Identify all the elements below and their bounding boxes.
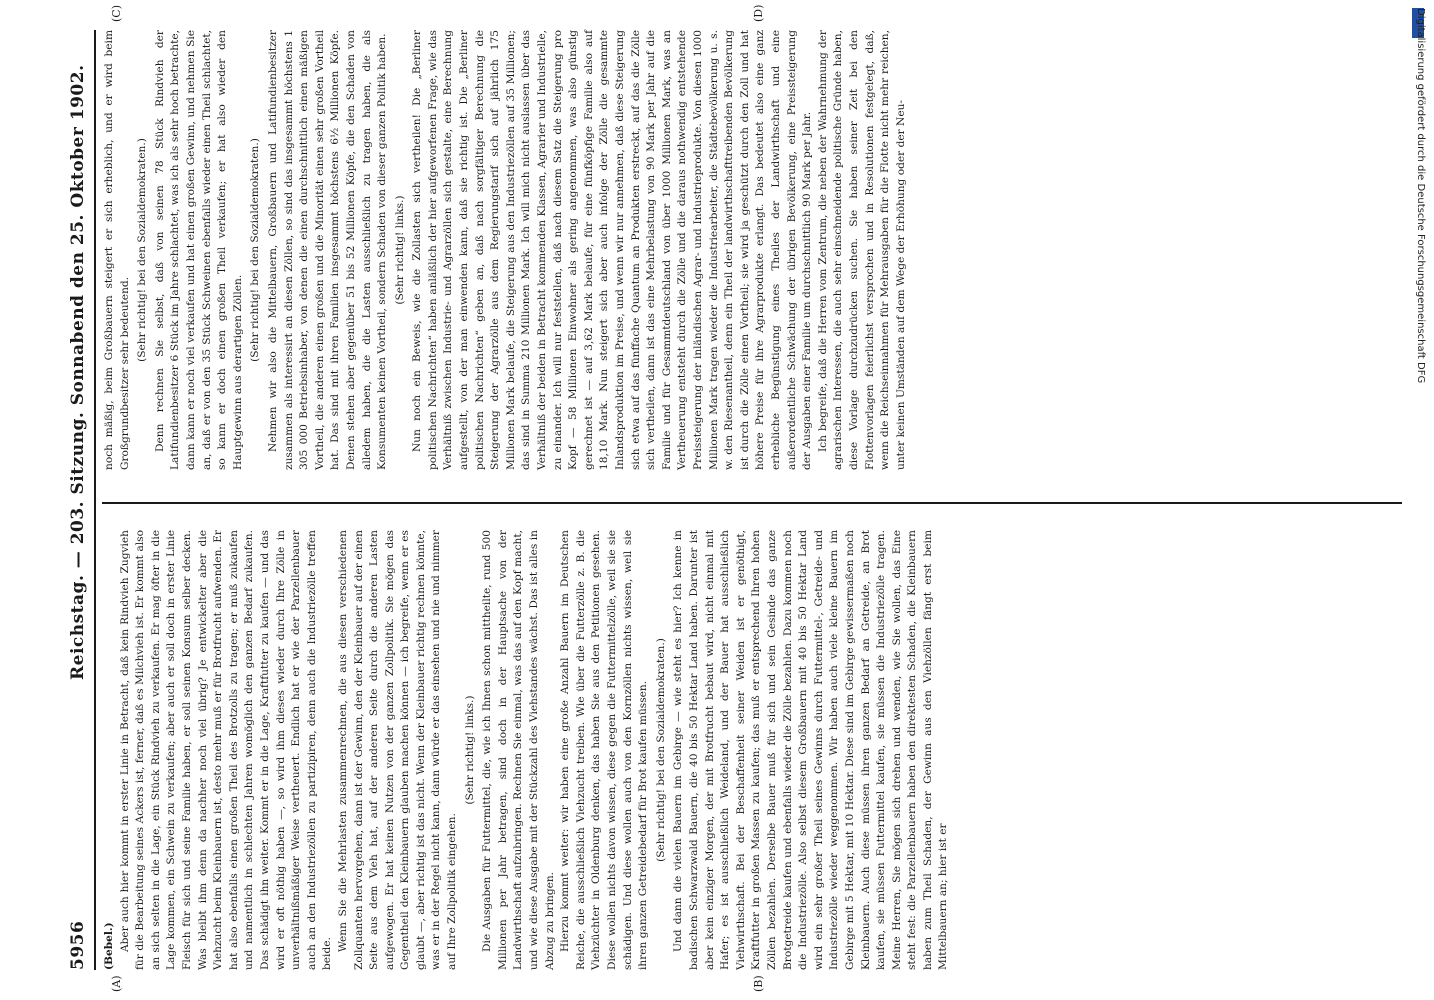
interjection: (Sehr richtig! links.) [463, 695, 476, 805]
right-paragraph: Nun noch ein Beweis, wie die Zollasten sich vertheilen! Die „Berliner politischen Nachrichten“ haben anläßlich der hier aufgeworfenen Frage, wie das Verhältniß zwischen Industrie- und Agrarzöllen sich gestalte, eine Berechnung aufgestellt, von der man einwenden kann, daß sie richtig ist. Die „Berliner politischen Nachrichten“ geben an, daß nach sorgfältiger Berechnung die Steigerung der Agrarzölle aus dem Regierungstarif sich auf jährlich 175 Millionen Mark belaufe, die Steigerung aus den Industriezöllen auf 35 Millionen; das sind in Summa 210 Millionen Mark. Ich will mich nicht auslassen über das Verhältniß der beiden in Betracht kommenden Klassen, Agrarier und Industrielle, zu einander. Ich will nur feststellen, daß nach diesem Satz die Steigerung pro Kopf — 58 Millionen Einwohner als gering angenommen, was also günstig gerechnet ist — auf 3,62 Mark belaufe, für eine fünfköpfige Familie also auf 18,10 Mark. Nun steigert sich aber auch infolge der Zölle die gesammte Inlandsproduktion im Preise, und wenn wir nur annehmen, daß diese Steigerung sich etwa auf das fünffache Quantum an Produkten erstreckt, auf das die Zölle sich vertheilen, dann ist das eine Mehrbelastung von 90 Mark per Jahr auf die Familie und für Gesammtdeutschland von über 1000 Millionen Mark, was an Vertheuerung entsteht durch die Zölle und die daraus nothwendig entstehende Preissteigerung der inländischen Agrar- und Industrieprodukte. Von diesen 1000 Millionen Mark tragen wieder die Industriearbeiter, die Städtebevölkerung u. s. w. den Riesenantheil, denn ein Theil der landwirthschafttreibenden Bevölkerung ist durch die Zölle einen Vortheil; sie wird ja geschützt durch den Zoll und hat höhere Preise für ihre Agrarprodukte erlangt. Das bedeutet also eine ganz erhebliche Begünstigung eines Theiles der Landwirthschaft und eine außerordentliche Schwächung der übrigen Bevölkerung, eine Preissteigerung der Ausgaben einer Familie um durchschnittlich 90 Mark per Jahr. [411, 29, 814, 470]
watermark-logo-label: DFG [1415, 362, 1426, 384]
header-rule [94, 30, 96, 970]
interjection: (Sehr richtig! bei den Sozialdemokraten.) [654, 638, 667, 862]
left-paragraph: Aber auch hier kommt in erster Linie in Betracht, daß kein Rindvieh Zugvieh für die Bearbeitung seines Ackers ist, ferner, daß es Milchvieh ist. Er kommt also an sich selten in die Lage, ein Stück Rindvieh zu verkaufen. Er mag öfter in die Lage kommen, ein Schwein zu verkaufen; aber auch er soll doch in erster Linie Fleisch für sich und seine Familie haben, er soll seinen Konsum selber decken. Was bleibt ihm denn da nachher noch viel übrig? Je entwickelter aber die Viehzucht beim Kleinbauern ist, desto mehr muß er für Brotfrucht aufwenden. Er hat also ebenfalls einen großen Theil des Brotzolls zu tragen; er muß zukaufen und namentlich in schlechten Jahren womöglich den ganzen Bedarf zukaufen. Das schädigt ihn weiter. Kommt er in die Lage, Kraftfutter zu kaufen — und das wird er oft nöthig haben —, so wird ihm dieses wieder durch Ihre Zölle in unverhältnißmäßiger Weise vertheuert. Endlich hat er wie der Parzellenbauer auch an den Industriezöllen zu partizipiren, denn auch die Industriezölle treffen beide. [118, 530, 334, 970]
rotated-newspaper-page [62, 0, 1432, 1000]
right-paragraph: Nehmen wir also die Mittelbauern, Großbauern und Latifundienbesitzer zusammen als interessirt an diesen Zöllen, so sind das insgesammt höchstens 1 305 000 Betriebsinhaber, von denen die einen durchschnittlich einen mäßigen Vortheil, die anderen einen großen und die Minorität einen sehr großen Vortheil hat. Das sind mit ihren Familien insgesammt höchstens 6½ Millionen Köpfe. Denen stehen aber gegenüber 51 bis 52 Millionen Köpfe, die den Schaden von alledem haben, die die Lasten ausschließlich zu tragen haben, die als Konsumenten keinen Vortheil, sondern Schaden von dieser ganzen Politik haben. [266, 30, 389, 470]
page-header [62, 30, 96, 970]
left-paragraph: Und dann die vielen Bauern im Gebirge — wie steht es hier? Ich kenne in badischen Schwarzwald Bauern, die 40 bis 50 Hektar Land haben. Darunter ist aber kein einziger Morgen, der mit Brotfrucht bebaut wird, nicht einmal mit Hafer; es ist ausschließlich Weideland, und der Bauer hat ausschließlich Viehwirthschaft. Bei der Beschaffenheit seiner Weiden ist er genöthigt, Kraftfutter in großen Massen zu kaufen; das muß er entsprechend Ihren hohen Zöllen bezahlen. Derselbe Bauer muß für sich und sein Gesinde das ganze Brotgetreide kaufen und ebenfalls wieder die Zölle bezahlen. Dazu kommen noch die Industriezölle. Also selbst diesem Großbauern mit 40 bis 50 Hektar Land wird ein sehr großer Theil seines Gewinns durch Futtermittel-, Getreide- und Industriezölle wieder weggenommen. Wir haben auch viele kleine Bauern im Gebirge mit 5 Hektar, mit 10 Hektar. Diese sind im Gebirge gewissermaßen noch Kleinbauern. Auch diese müssen ihren ganzen Bedarf an Getreide, an Brot kaufen, sie müssen Futtermittel kaufen, sie müssen die Industriezölle tragen. Meine Herren, Sie mögen sich drehen und wenden, wie Sie wollen, das Eine steht fest: die Parzellenbauern haben den direktesten Schaden, die Kleinbauern haben zum Theil Schaden, der Gewinn aus den Viehzöllen fängt erst beim Mittelbauern an; hier ist er [672, 530, 950, 970]
right-column [102, 30, 909, 470]
running-title: Reichstag. — 203. Sitzung. Sonnabend den 25. Oktober 1902. [68, 64, 88, 680]
left-paragraph: Die Ausgaben für Futtermittel, die, wie ich Ihnen schon mittheilte, rund 500 Millionen per Jahr betragen, sind doch in der Hauptsache von der Landwirthschaft aufzubringen. Rechnen Sie einmal, was das auf den Kopf macht, und wie diese Ausgabe mit der Stückzahl des Viehstandes wächst. Das ist alles in Abzug zu bringen. [481, 530, 556, 970]
watermark-label: Digitalisierung gefördert durch die Deutsche Forschungsgemeinschaft [1415, 8, 1426, 359]
left-column [102, 530, 952, 970]
watermark-text [1406, 8, 1426, 998]
column-divider [102, 502, 1402, 504]
left-paragraph: Hierzu kommt weiter: wir haben eine große Anzahl Bauern im Deutschen Reiche, die ausschließlich Viehzucht treiben. Wie über die Futterzölle z. B. die Viehzüchter in Oldenburg denken, das haben Sie aus den Petitionen gesehen. Diese wollen nichts davon wissen, diese gegen die Futtermittelzölle, weil sie sie schädigen. Und diese wollen auch von den Kornzöllen nichts wissen, weil sie ihren ganzen Getreidebedarf für Brot kaufen müssen. [559, 530, 650, 970]
margin-mark-a: (A) [110, 975, 123, 992]
margin-mark-b: (B) [752, 975, 765, 992]
right-paragraph: Ich begreife, daß die Herren vom Zentrum, die neben der Wahrnehmung der agrarischen Interessen, die auch sehr einschneidende politische Gründe haben, diese Vorlage durchzudrücken suchen. Sie haben seiner Zeit bei den Flottenvorlagen feierlichst versprochen und in Resolutionen festgelegt, daß, wenn die Reichseinnahmen für Mehrausgaben für die Flotte nicht mehr reichen, unter keinen Umständen auf dem Wege der Erhöhung oder der Neu- [816, 30, 907, 470]
interjection: (Sehr richtig! bei den Sozialdemokraten.) [136, 138, 149, 362]
margin-mark-d: (D) [752, 4, 765, 22]
right-paragraph: noch mäßig, beim Großbauern steigert er sich erheblich, und er wird beim Großgrundbesitzer sehr bedeutend. [103, 30, 131, 470]
right-paragraph: Denn rechnen Sie selbst, daß von seinen 78 Stück Rindvieh der Latifundienbesitzer 6 Stück im Jahre schlachtet, was ich als sehr hoch betrachte, dann kann er noch viel verkaufen und hat einen großen Gewinn, und nehmen Sie an, daß er von den 35 Stück Schweinen ebenfalls wieder einen Theil schlachtet, so kann er doch einen großen Theil verkaufen; er hat also wieder den Hauptgewinn aus derartigen Zöllen. [153, 30, 244, 470]
speaker-label: (Bebel.) [103, 922, 115, 970]
dfg-watermark [1408, 8, 1428, 998]
interjection: (Sehr richtig! bei den Sozialdemokraten.) [249, 138, 262, 362]
margin-mark-c: (C) [110, 5, 123, 22]
left-paragraph: Wenn Sie die Mehrlasten zusammenrechnen, die aus diesen verschiedenen Zollquanten hervorgehen, dann ist der Gewinn, den der Kleinbauer auf der einen Seite aus dem Vieh hat, auf der anderen Seite durch die anderen Lasten aufgewogen. Er hat keinen Nutzen von der ganzen Zollpolitik. Sie mögen das Gegentheil den Kleinbauern glauben machen können — ich begreife, wenn er es glaubt —, aber richtig ist das nicht. Wenn der Kleinbauer richtig rechnen könnte, was er in der Regel nicht kann, dann würde er das einsehen und nie und nimmer auf Ihre Zollpolitik eingehen. [336, 530, 459, 970]
interjection: (Sehr richtig! links.) [393, 195, 406, 305]
page-number: 5956 [68, 920, 88, 970]
